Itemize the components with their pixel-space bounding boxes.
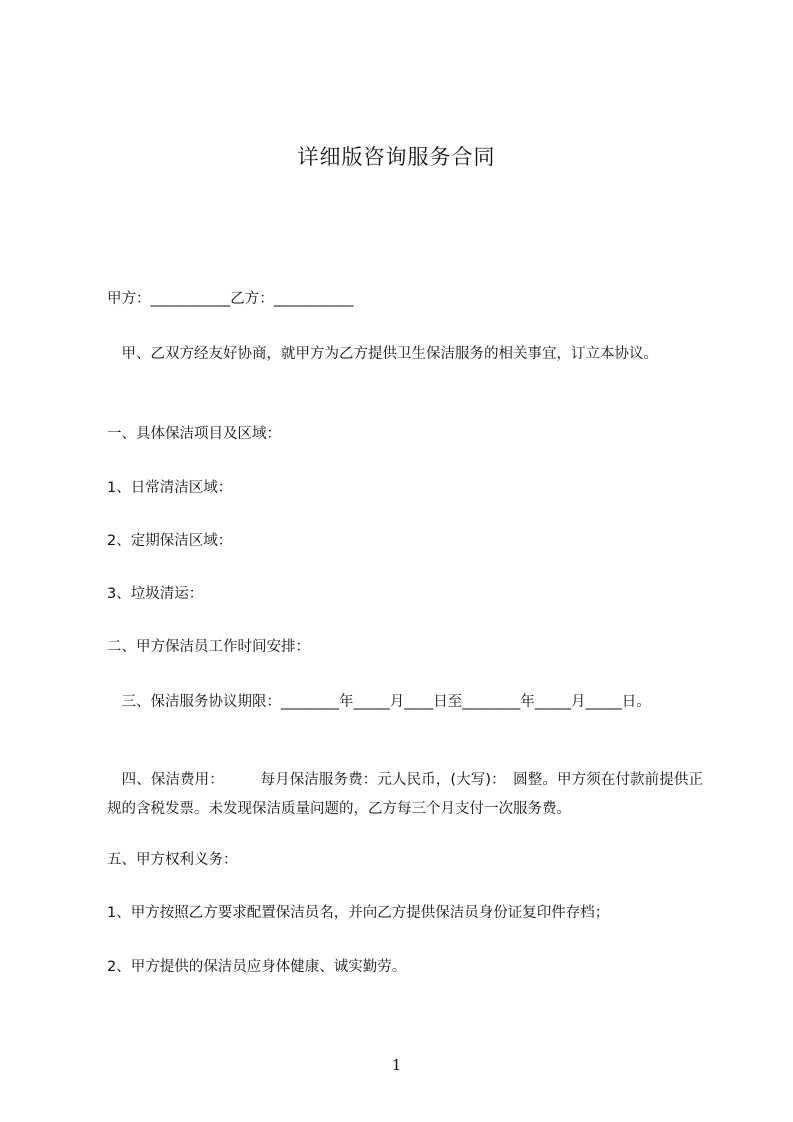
intro-paragraph: 甲、乙双方经友好协商，就甲方为乙方提供卫生保洁服务的相关事宜，订立本协议。 <box>107 346 658 362</box>
section-3-term: 三、保洁服务协议期限：________年_____月____日至________年_____月_____日。 <box>107 694 651 710</box>
section-5-item-1: 1、甲方按照乙方要求配置保洁员名，并向乙方提供保洁员身份证复印件存档； <box>107 905 610 921</box>
section-4-fees: 四、保洁费用： 每月保洁服务费：元人民币，(大写)： 圆整。甲方须在付款前提供正规的含税发票。未发现保洁质量问题的，乙方每三个月支付一次服务费。 <box>107 772 703 817</box>
section-2-heading: 二、甲方保洁员工作时间安排： <box>107 639 310 655</box>
section-1-item-1: 1、日常清洁区域： <box>107 480 233 496</box>
document-title: 详细版咨询服务合同 <box>297 145 496 169</box>
section-5-item-2: 2、甲方提供的保洁员应身体健康、诚实勤劳。 <box>107 959 407 975</box>
section-1-item-2: 2、定期保洁区域： <box>107 533 233 549</box>
section-1-item-3: 3、垃圾清运： <box>107 586 204 602</box>
section-5-heading: 五、甲方权利义务： <box>107 852 238 868</box>
parties-line: 甲方：___________乙方：___________ <box>107 291 354 307</box>
section-1-heading: 一、具体保洁项目及区域： <box>107 426 281 442</box>
page-number: 1 <box>391 1056 402 1074</box>
